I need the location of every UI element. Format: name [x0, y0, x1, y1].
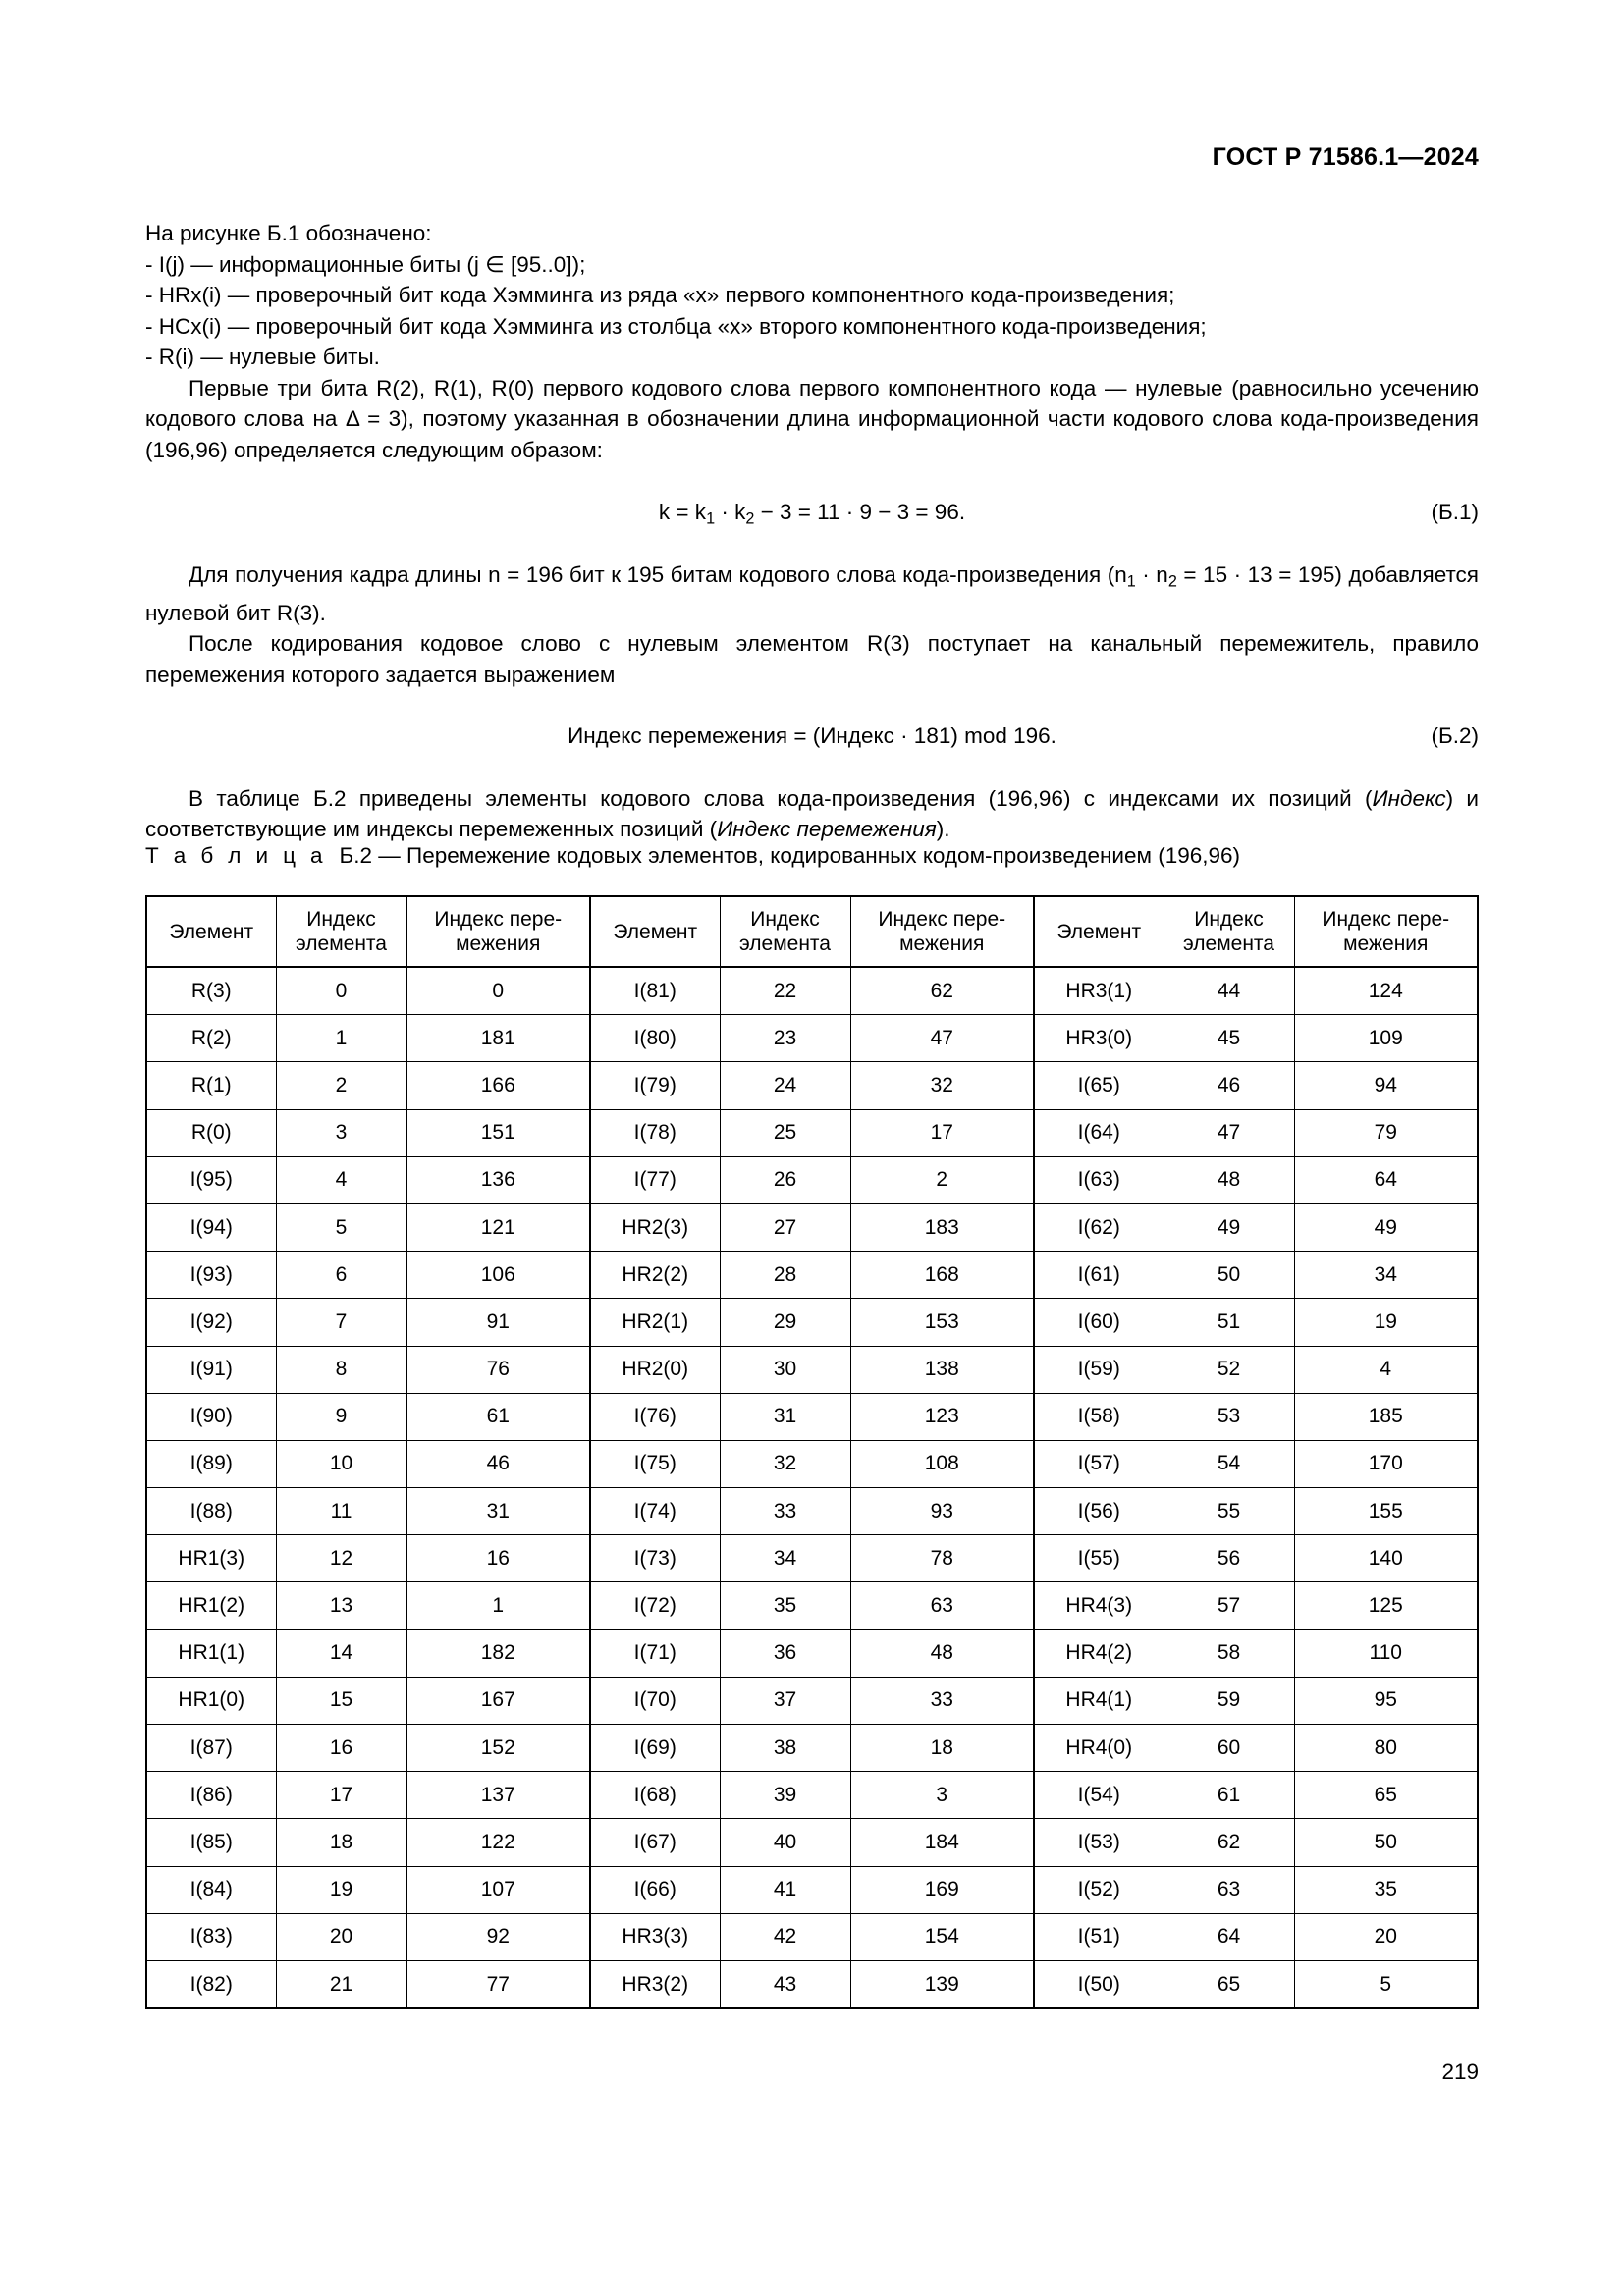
cell-index: 56: [1164, 1535, 1294, 1582]
cell-interleave-index: 19: [1294, 1299, 1478, 1346]
cell-index: 15: [276, 1677, 406, 1724]
cell-interleave-index: 50: [1294, 1819, 1478, 1866]
cell-interleave-index: 168: [850, 1252, 1034, 1299]
cell-element: I(79): [590, 1062, 720, 1109]
table-row: [146, 967, 1478, 1015]
formula-spacer-above-b1: [145, 465, 1479, 497]
paragraph-after-encoding: После кодирования кодовое слово с нулевым элементом R(3) поступает на канальный перемежитель, правило перемежения которого задается выражением: [145, 631, 1479, 687]
table-row: [146, 1725, 1478, 1772]
header-index-1: Индекс элемента: [276, 896, 406, 967]
cell-interleave-index: 155: [1294, 1488, 1478, 1535]
cell-element: HR2(1): [590, 1299, 720, 1346]
table-caption: [145, 841, 1240, 871]
table-body: [146, 967, 1478, 2008]
header-index-3: Индекс элемента: [1164, 896, 1294, 967]
cell-element: I(72): [590, 1582, 720, 1629]
cell-index: 45: [1164, 1015, 1294, 1062]
table-row: [146, 1629, 1478, 1677]
cell-interleave-index: 95: [1294, 1677, 1478, 1724]
cell-interleave-index: 167: [406, 1677, 590, 1724]
table-row: [146, 1677, 1478, 1724]
cell-element: I(88): [146, 1488, 276, 1535]
cell-index: 20: [276, 1913, 406, 1960]
intro-line: На рисунке Б.1 обозначено:: [145, 221, 432, 245]
cell-interleave-index: 94: [1294, 1062, 1478, 1109]
cell-element: HR3(1): [1034, 967, 1164, 1015]
cell-index: 26: [720, 1156, 850, 1203]
table-row: [146, 1062, 1478, 1109]
cell-index: 18: [276, 1819, 406, 1866]
cell-index: 30: [720, 1346, 850, 1393]
cell-element: I(89): [146, 1440, 276, 1487]
formula-b1-number: (Б.1): [1431, 500, 1479, 524]
cell-element: I(94): [146, 1203, 276, 1251]
cell-element: I(90): [146, 1393, 276, 1440]
cell-index: 6: [276, 1252, 406, 1299]
cell-element: HR2(2): [590, 1252, 720, 1299]
cell-element: I(73): [590, 1535, 720, 1582]
italic-interleave-index-term: Индекс перемежения: [717, 817, 937, 842]
cell-element: I(75): [590, 1440, 720, 1487]
cell-index: 12: [276, 1535, 406, 1582]
cell-element: I(74): [590, 1488, 720, 1535]
header-element-1: Элемент: [146, 896, 276, 967]
table-row: [146, 1015, 1478, 1062]
cell-element: HR1(3): [146, 1535, 276, 1582]
table-row: [146, 1582, 1478, 1629]
cell-index: 54: [1164, 1440, 1294, 1487]
table-row: [146, 1866, 1478, 1913]
table-row: [146, 1203, 1478, 1251]
cell-element: HR1(0): [146, 1677, 276, 1724]
cell-index: 43: [720, 1960, 850, 2008]
cell-element: R(2): [146, 1015, 276, 1062]
definition-item-hcx: - HCx(i) — проверочный бит кода Хэмминга из столбца «x» второго компонентного кода-произведения;: [145, 313, 1207, 339]
cell-element: I(60): [1034, 1299, 1164, 1346]
cell-interleave-index: 153: [850, 1299, 1034, 1346]
cell-element: I(70): [590, 1677, 720, 1724]
cell-element: I(87): [146, 1725, 276, 1772]
cell-interleave-index: 33: [850, 1677, 1034, 1724]
cell-interleave-index: 185: [1294, 1393, 1478, 1440]
cell-index: 49: [1164, 1203, 1294, 1251]
cell-index: 37: [720, 1677, 850, 1724]
cell-index: 13: [276, 1582, 406, 1629]
header-interleave-2: Индекс пере- межения: [850, 896, 1034, 967]
cell-index: 28: [720, 1252, 850, 1299]
cell-interleave-index: 169: [850, 1866, 1034, 1913]
cell-interleave-index: 136: [406, 1156, 590, 1203]
formula-b1-subscript-1: 1: [706, 509, 716, 528]
cell-index: 42: [720, 1913, 850, 1960]
cell-element: HR3(3): [590, 1913, 720, 1960]
cell-index: 51: [1164, 1299, 1294, 1346]
cell-index: 55: [1164, 1488, 1294, 1535]
cell-interleave-index: 184: [850, 1819, 1034, 1866]
cell-interleave-index: 123: [850, 1393, 1034, 1440]
cell-interleave-index: 124: [1294, 967, 1478, 1015]
cell-interleave-index: 121: [406, 1203, 590, 1251]
cell-element: I(63): [1034, 1156, 1164, 1203]
cell-interleave-index: 107: [406, 1866, 590, 1913]
cell-index: 10: [276, 1440, 406, 1487]
table-row: [146, 1393, 1478, 1440]
cell-index: 11: [276, 1488, 406, 1535]
cell-index: 34: [720, 1535, 850, 1582]
cell-interleave-index: 65: [1294, 1772, 1478, 1819]
cell-index: 47: [1164, 1109, 1294, 1156]
cell-index: 35: [720, 1582, 850, 1629]
cell-interleave-index: 154: [850, 1913, 1034, 1960]
cell-element: I(92): [146, 1299, 276, 1346]
cell-interleave-index: 76: [406, 1346, 590, 1393]
cell-element: I(59): [1034, 1346, 1164, 1393]
cell-element: I(53): [1034, 1819, 1164, 1866]
cell-interleave-index: 110: [1294, 1629, 1478, 1677]
formula-b2-expression: Индекс перемежения = (Индекс · 181) mod 196.: [568, 723, 1056, 749]
cell-element: R(0): [146, 1109, 276, 1156]
para2-subscript-1: 1: [1126, 572, 1136, 591]
cell-index: 22: [720, 967, 850, 1015]
cell-element: I(80): [590, 1015, 720, 1062]
cell-index: 29: [720, 1299, 850, 1346]
cell-interleave-index: 183: [850, 1203, 1034, 1251]
formula-spacer-below-b2: [145, 752, 1479, 783]
cell-index: 48: [1164, 1156, 1294, 1203]
cell-interleave-index: 108: [850, 1440, 1034, 1487]
cell-index: 33: [720, 1488, 850, 1535]
cell-interleave-index: 17: [850, 1109, 1034, 1156]
cell-interleave-index: 170: [1294, 1440, 1478, 1487]
para2-subscript-2: 2: [1167, 572, 1177, 591]
cell-element: HR2(3): [590, 1203, 720, 1251]
table-row: [146, 1252, 1478, 1299]
cell-index: 16: [276, 1725, 406, 1772]
cell-element: I(91): [146, 1346, 276, 1393]
cell-interleave-index: 3: [850, 1772, 1034, 1819]
table-row: [146, 1299, 1478, 1346]
cell-interleave-index: 63: [850, 1582, 1034, 1629]
formula-b1-expression: $k = k_1 \cdot k_2 - 3 = 11 \cdot 9 - 3 = 96$.: [658, 500, 966, 528]
cell-element: I(66): [590, 1866, 720, 1913]
cell-element: I(65): [1034, 1062, 1164, 1109]
cell-interleave-index: 77: [406, 1960, 590, 2008]
table-row: [146, 1535, 1478, 1582]
cell-index: 57: [1164, 1582, 1294, 1629]
cell-interleave-index: 18: [850, 1725, 1034, 1772]
cell-element: I(95): [146, 1156, 276, 1203]
cell-interleave-index: 106: [406, 1252, 590, 1299]
cell-element: I(84): [146, 1866, 276, 1913]
cell-interleave-index: 49: [1294, 1203, 1478, 1251]
cell-interleave-index: 1: [406, 1582, 590, 1629]
cell-element: HR4(2): [1034, 1629, 1164, 1677]
italic-index-term: Индекс: [1372, 785, 1446, 811]
cell-interleave-index: 79: [1294, 1109, 1478, 1156]
cell-interleave-index: 78: [850, 1535, 1034, 1582]
interleaving-table: [145, 895, 1479, 2009]
cell-interleave-index: 5: [1294, 1960, 1478, 2008]
cell-interleave-index: 64: [1294, 1156, 1478, 1203]
cell-index: 39: [720, 1772, 850, 1819]
cell-element: HR1(1): [146, 1629, 276, 1677]
cell-interleave-index: 122: [406, 1819, 590, 1866]
cell-interleave-index: 109: [1294, 1015, 1478, 1062]
cell-index: 4: [276, 1156, 406, 1203]
cell-interleave-index: 140: [1294, 1535, 1478, 1582]
cell-element: I(85): [146, 1819, 276, 1866]
cell-index: 8: [276, 1346, 406, 1393]
header-index-2: Индекс элемента: [720, 896, 850, 967]
cell-element: HR4(3): [1034, 1582, 1164, 1629]
cell-index: 3: [276, 1109, 406, 1156]
cell-element: I(86): [146, 1772, 276, 1819]
cell-index: 41: [720, 1866, 850, 1913]
cell-index: 32: [720, 1440, 850, 1487]
cell-interleave-index: 151: [406, 1109, 590, 1156]
cell-interleave-index: 182: [406, 1629, 590, 1677]
cell-interleave-index: 32: [850, 1062, 1034, 1109]
table-header-row: [146, 896, 1478, 967]
cell-index: 21: [276, 1960, 406, 2008]
cell-element: I(51): [1034, 1913, 1164, 1960]
cell-element: I(58): [1034, 1393, 1164, 1440]
cell-index: 40: [720, 1819, 850, 1866]
cell-index: 38: [720, 1725, 850, 1772]
cell-interleave-index: 20: [1294, 1913, 1478, 1960]
cell-interleave-index: 92: [406, 1913, 590, 1960]
formula-b1-subscript-2: 2: [745, 509, 755, 528]
paragraph-first-three-bits: Первые три бита R(2), R(1), R(0) первого кодового слова первого компонентного кода — нулевые (равносильно усечению кодового слова на Δ = 3), поэтому указанная в обозначении длина информационной части кодового слова кода-произведения (196,96) определяется следующим образом:: [145, 375, 1479, 462]
cell-index: 62: [1164, 1819, 1294, 1866]
table-caption-dash: —: [378, 843, 401, 868]
table-row: [146, 1440, 1478, 1487]
cell-interleave-index: 80: [1294, 1725, 1478, 1772]
cell-interleave-index: 62: [850, 967, 1034, 1015]
cell-element: I(52): [1034, 1866, 1164, 1913]
cell-element: HR1(2): [146, 1582, 276, 1629]
cell-element: I(61): [1034, 1252, 1164, 1299]
cell-element: I(83): [146, 1913, 276, 1960]
cell-index: 36: [720, 1629, 850, 1677]
cell-interleave-index: 137: [406, 1772, 590, 1819]
cell-index: 44: [1164, 967, 1294, 1015]
cell-interleave-index: 48: [850, 1629, 1034, 1677]
table-row: [146, 1488, 1478, 1535]
cell-index: 60: [1164, 1725, 1294, 1772]
table-row: [146, 1960, 1478, 2008]
table-caption-number: Б.2: [339, 843, 372, 868]
cell-index: 64: [1164, 1913, 1294, 1960]
cell-interleave-index: 139: [850, 1960, 1034, 2008]
table-caption-label: Т а б л и ц а: [145, 843, 327, 868]
cell-index: 19: [276, 1866, 406, 1913]
cell-interleave-index: 34: [1294, 1252, 1478, 1299]
cell-element: I(81): [590, 967, 720, 1015]
cell-index: 1: [276, 1015, 406, 1062]
cell-interleave-index: 2: [850, 1156, 1034, 1203]
paragraph-frame-length: Для получения кадра длины n = 196 бит к 195 битам кодового слова кода-произведения $(n_1 \cdot n_2 = 15 \cdot 13 = 195)$ добавляется нулевой бит R(3).: [145, 561, 1479, 625]
cell-index: 65: [1164, 1960, 1294, 2008]
body-text-block: [145, 218, 1479, 845]
cell-element: HR4(0): [1034, 1725, 1164, 1772]
header-interleave-1: Индекс пере- межения: [406, 896, 590, 967]
cell-interleave-index: 181: [406, 1015, 590, 1062]
cell-index: 0: [276, 967, 406, 1015]
cell-index: 50: [1164, 1252, 1294, 1299]
cell-element: R(3): [146, 967, 276, 1015]
table-caption-text: Перемежение кодовых элементов, кодированных кодом-произведением (196,96): [406, 843, 1241, 868]
cell-interleave-index: 138: [850, 1346, 1034, 1393]
cell-element: I(57): [1034, 1440, 1164, 1487]
cell-element: HR3(0): [1034, 1015, 1164, 1062]
cell-element: R(1): [146, 1062, 276, 1109]
cell-interleave-index: 47: [850, 1015, 1034, 1062]
cell-index: 7: [276, 1299, 406, 1346]
cell-index: 2: [276, 1062, 406, 1109]
table-row: [146, 1819, 1478, 1866]
cell-element: HR4(1): [1034, 1677, 1164, 1724]
header-element-2: Элемент: [590, 896, 720, 967]
cell-interleave-index: 91: [406, 1299, 590, 1346]
cell-element: HR2(0): [590, 1346, 720, 1393]
cell-interleave-index: 31: [406, 1488, 590, 1535]
cell-element: I(50): [1034, 1960, 1164, 2008]
cell-index: 14: [276, 1629, 406, 1677]
table-row: [146, 1913, 1478, 1960]
cell-interleave-index: 46: [406, 1440, 590, 1487]
header-interleave-3: Индекс пере- межения: [1294, 896, 1478, 967]
header-element-3: Элемент: [1034, 896, 1164, 967]
cell-interleave-index: 125: [1294, 1582, 1478, 1629]
cell-index: 53: [1164, 1393, 1294, 1440]
cell-index: 17: [276, 1772, 406, 1819]
cell-interleave-index: 152: [406, 1725, 590, 1772]
cell-element: I(78): [590, 1109, 720, 1156]
cell-index: 9: [276, 1393, 406, 1440]
cell-element: I(56): [1034, 1488, 1164, 1535]
cell-element: I(62): [1034, 1203, 1164, 1251]
definition-item-hrx: - HRx(i) — проверочный бит кода Хэмминга из ряда «x» первого компонентного кода-произведения;: [145, 283, 1175, 307]
cell-element: I(82): [146, 1960, 276, 2008]
cell-index: 27: [720, 1203, 850, 1251]
formula-b2-row: [145, 721, 1479, 752]
table-row: [146, 1109, 1478, 1156]
cell-index: 58: [1164, 1629, 1294, 1677]
cell-interleave-index: 93: [850, 1488, 1034, 1535]
cell-element: I(54): [1034, 1772, 1164, 1819]
formula-b1-row: [145, 497, 1479, 528]
cell-element: I(67): [590, 1819, 720, 1866]
page-number: 219: [1441, 2059, 1479, 2084]
cell-interleave-index: 61: [406, 1393, 590, 1440]
formula-spacer-above-b2: [145, 690, 1479, 721]
definition-item-ij: - I(j) — информационные биты (j ∈ [95..0]);: [145, 251, 586, 277]
cell-element: I(71): [590, 1629, 720, 1677]
cell-index: 63: [1164, 1866, 1294, 1913]
cell-element: I(77): [590, 1156, 720, 1203]
cell-element: I(69): [590, 1725, 720, 1772]
cell-index: 59: [1164, 1677, 1294, 1724]
cell-index: 5: [276, 1203, 406, 1251]
cell-element: I(68): [590, 1772, 720, 1819]
cell-interleave-index: 4: [1294, 1346, 1478, 1393]
formula-b2-number: (Б.2): [1431, 723, 1479, 749]
cell-index: 31: [720, 1393, 850, 1440]
cell-index: 46: [1164, 1062, 1294, 1109]
table-head: [146, 896, 1478, 967]
cell-element: I(64): [1034, 1109, 1164, 1156]
cell-index: 24: [720, 1062, 850, 1109]
cell-index: 61: [1164, 1772, 1294, 1819]
table-row: [146, 1346, 1478, 1393]
cell-interleave-index: 0: [406, 967, 590, 1015]
cell-index: 25: [720, 1109, 850, 1156]
cell-interleave-index: 166: [406, 1062, 590, 1109]
cell-element: I(93): [146, 1252, 276, 1299]
cell-element: I(55): [1034, 1535, 1164, 1582]
cell-index: 52: [1164, 1346, 1294, 1393]
cell-element: I(76): [590, 1393, 720, 1440]
cell-interleave-index: 16: [406, 1535, 590, 1582]
table-row: [146, 1772, 1478, 1819]
table-row: [146, 1156, 1478, 1203]
definition-item-ri: - R(i) — нулевые биты.: [145, 345, 380, 369]
cell-index: 23: [720, 1015, 850, 1062]
cell-element: HR3(2): [590, 1960, 720, 2008]
cell-interleave-index: 35: [1294, 1866, 1478, 1913]
page-header-standard-number: ГОСТ Р 71586.1—2024: [1212, 143, 1479, 171]
paragraph-table-reference: В таблице Б.2 приведены элементы кодового слова кода-произведения (196,96) с индексами их позиций (Индекс) и соответствующие им индексы перемеженных позиций (Индекс перемежения).: [145, 785, 1479, 842]
